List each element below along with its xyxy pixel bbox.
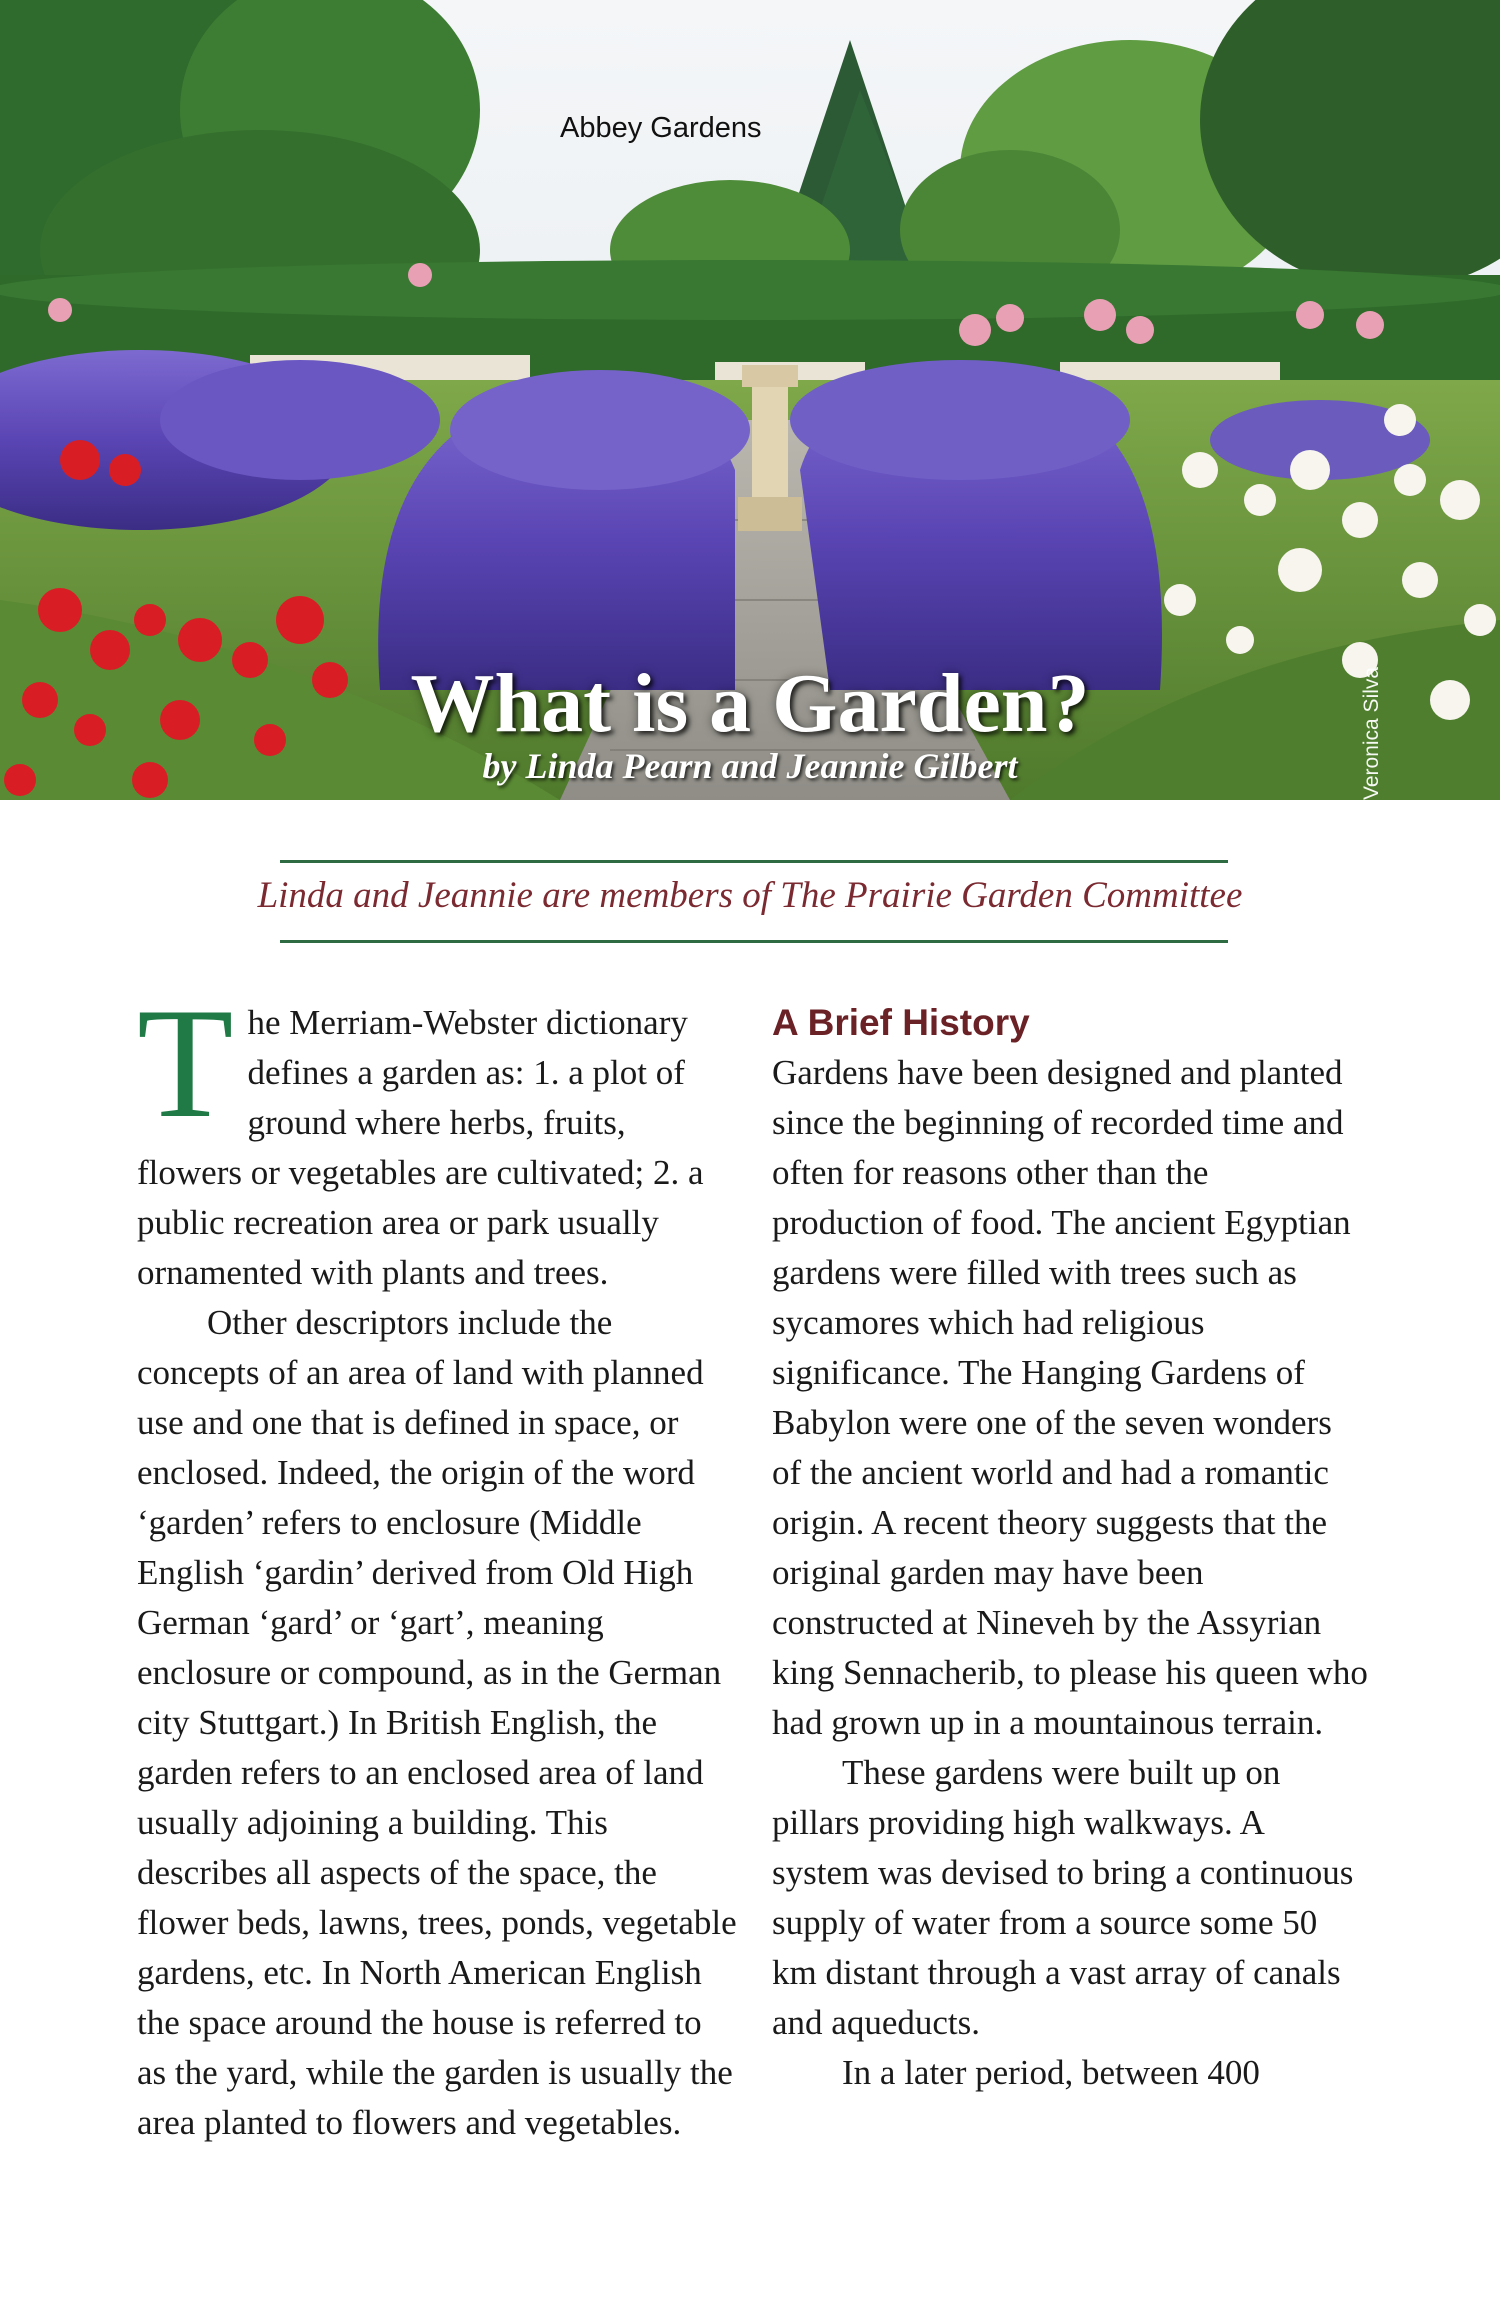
- drop-cap: T: [137, 976, 234, 1151]
- paragraph-text: he Merriam-Webster dictionary defines a garden as: 1. a plot of ground where herbs, fruits, flowers or vegetables are cultivated; 2. a public recreation area or park usually ornamented with plants and trees.: [137, 1003, 704, 1292]
- section-heading: A Brief History: [772, 1002, 1030, 1043]
- left-column: [137, 976, 737, 2148]
- author-intro: Linda and Jeannie are members of The Prairie Garden Committee: [257, 875, 1243, 916]
- article-byline: by Linda Pearn and Jeannie Gilbert: [482, 746, 1018, 786]
- right-column: [772, 998, 1368, 2098]
- body-paragraph: In a later period, between 400: [842, 2053, 1260, 2092]
- body-paragraph: Other descriptors include the concepts of an area of land with planned use and one that is defined in space, or enclosed. Indeed, the origin of the word ‘garden’ refers to enclosure (Middle English ‘gardin’ derived from Old High German ‘gard’ or ‘gart’, meaning enclosure or compound, as in the German city Stuttgart.) In British English, the garden refers to an enclosed area of land usually adjoining a building. This describes all aspects of the space, the flower beds, lawns, trees, ponds, vegetable gardens, etc. In North American English the space around the house is referred to as the yard, while the garden is usually the area planted to flowers and vegetables.: [137, 1303, 737, 2142]
- divider-top: [280, 860, 1228, 863]
- body-paragraph: These gardens were built up on pillars providing high walkways. A system was devised to bring a continuous supply of water from a source some 50 km distant through a vast array of canals and aqueducts.: [772, 1753, 1354, 2042]
- article-title: What is a Garden?: [410, 657, 1090, 750]
- photo-caption: Abbey Gardens: [560, 112, 762, 144]
- photo-credit: Veronica Silva: [1360, 666, 1383, 800]
- divider-bottom: [280, 940, 1228, 943]
- body-paragraph: [137, 976, 737, 1298]
- hero-photo: [0, 0, 1500, 800]
- body-paragraph: Gardens have been designed and planted since the beginning of recorded time and often for reasons other than the production of food. The ancient Egyptian gardens were filled with trees such as sycamores which had religious significance. The Hanging Gardens of Babylon were one of the seven wonders of the ancient world and had a romantic origin. A recent theory suggests that the original garden may have been constructed at Nineveh by the Assyrian king Sennacherib, to please his queen who had grown up in a mountainous terrain.: [772, 1053, 1368, 1742]
